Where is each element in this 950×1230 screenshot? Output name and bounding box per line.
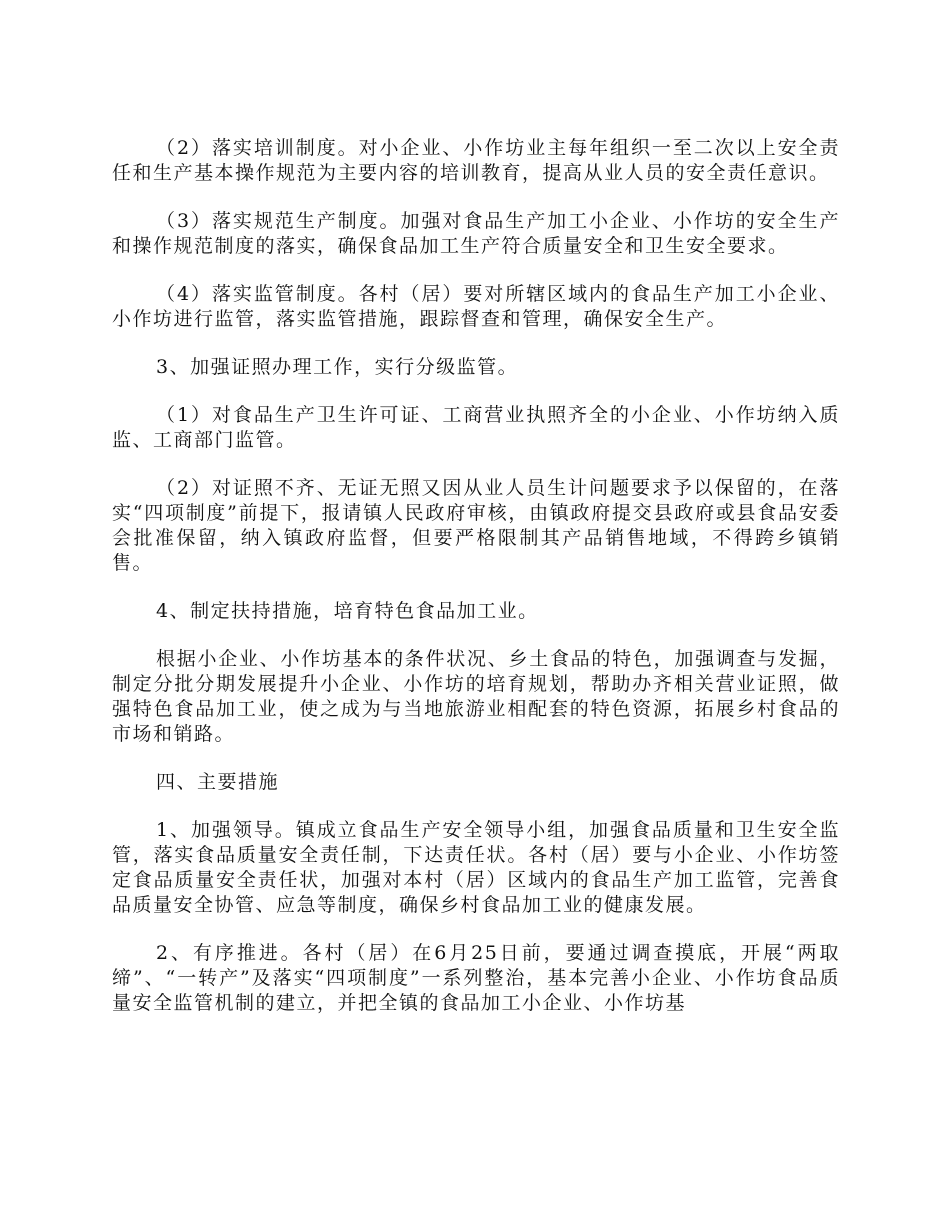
paragraph-unlicensed-businesses: （2）对证照不齐、无证无照又因从业人员生计问题要求予以保留的，在落实“四项制度”前提下，报请镇人民政府审核，由镇政府提交县政府或县食品安委会批准保留，纳入镇政府监督，但要严格限制其产品销售地域，不得跨乡镇销售。: [112, 477, 840, 574]
paragraph-supervision-system: （4）落实监管制度。各村（居）要对所辖区域内的食品生产加工小企业、小作坊进行监管，落实监管措施，跟踪督查和管理，确保安全生产。: [112, 283, 840, 330]
paragraph-training-system: （2）落实培训制度。对小企业、小作坊业主每年组织一至二次以上安全责任和生产基本操作规范为主要内容的培训教育，提高从业人员的安全责任意识。: [112, 137, 840, 184]
section-heading-main-measures: 四、主要措施: [156, 771, 280, 793]
section-heading-support: 4、制定扶持措施，培育特色食品加工业。: [156, 600, 539, 622]
document-body: [112, 136, 840, 1039]
paragraph-leadership: 1、加强领导。镇成立食品生产安全领导小组，加强食品质量和卫生安全监管，落实食品质量安全责任制，下达责任状。各村（居）要与小企业、小作坊签定食品质量安全责任状，加强对本村（居）区域内的食品生产加工监管，完善食品质量安全协管、应急等制度，确保乡村食品加工业的健康发展。: [112, 819, 840, 916]
paragraph-support-measures: 根据小企业、小作坊基本的条件状况、乡土食品的特色，加强调查与发掘，制定分批分期发展提升小企业、小作坊的培育规划，帮助办齐相关营业证照，做强特色食品加工业，使之成为与当地旅游业相配套的特色资源，拓展乡村食品的市场和销路。: [112, 648, 840, 745]
paragraph-licensed-businesses: （1）对食品生产卫生许可证、工商营业执照齐全的小企业、小作坊纳入质监、工商部门监管。: [112, 404, 840, 451]
section-heading-licensing: 3、加强证照办理工作，实行分级监管。: [156, 356, 519, 378]
paragraph-orderly-progress: 2、有序推进。各村（居）在6月25日前，要通过调查摸底，开展“两取缔”、“一转产”及落实“四项制度”一系列整治，基本完善小企业、小作坊食品质量安全监管机制的建立，并把全镇的食品加工小企业、小作坊基: [112, 942, 840, 1014]
paragraph-production-system: （3）落实规范生产制度。加强对食品生产加工小企业、小作坊的安全生产和操作规范制度的落实，确保食品加工生产符合质量安全和卫生安全要求。: [112, 210, 840, 257]
